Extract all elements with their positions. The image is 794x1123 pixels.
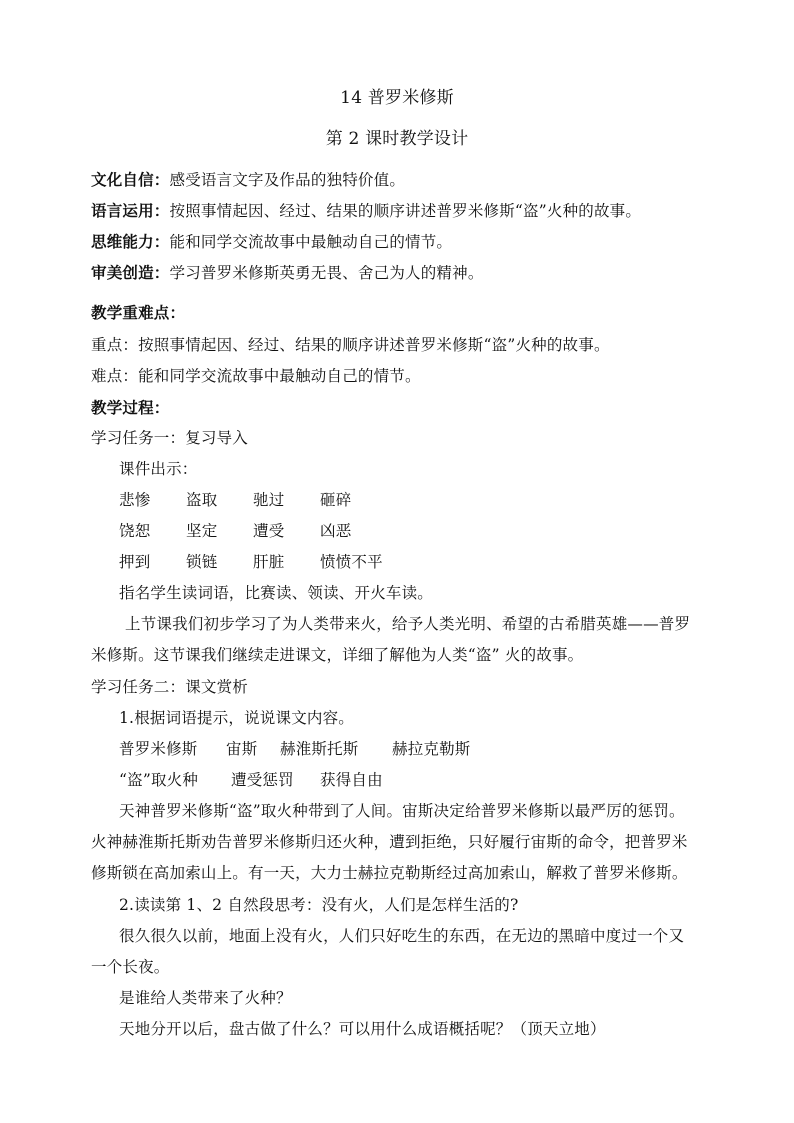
objective-culture [91, 170, 405, 190]
summary-line-2: 火神赫淮斯托斯劝告普罗米修斯归还火种，遭到拒绝，只好履行宙斯的命令，把普罗米 [91, 833, 688, 851]
objective-text: 按照事情起因、经过、结果的顺序讲述普罗米修斯“盗”火种的故事。 [169, 202, 642, 220]
answer-line-1: 很久很久以前，地面上没有火，人们只好吃生的东西，在无边的黑暗中度过一个又 [119, 927, 685, 945]
intro-paragraph-line-2: 米修斯。这节课我们继续走进课文，详细了解他为人类“盗” 火的故事。 [91, 646, 584, 664]
reading-instruction: 指名学生读词语，比赛读、领读、开火车读。 [119, 584, 434, 602]
objective-label: 审美创造： [91, 264, 170, 282]
word-row-3 [119, 552, 383, 572]
character-name: 赫淮斯托斯 [280, 740, 359, 758]
event-phrase: 获得自由 [320, 771, 383, 789]
question-4: 天地分开以后，盘古做了什么？可以用什么成语概括呢？（顶天立地） [119, 1020, 606, 1038]
objective-text: 能和同学交流故事中最触动自己的情节。 [169, 233, 453, 251]
event-phrase: “盗”取火种 [119, 771, 199, 789]
vocab-word: 悲惨 [119, 491, 151, 509]
objective-label: 语言运用： [91, 202, 170, 220]
objective-label: 思维能力： [91, 233, 170, 251]
document-title: 14 普罗米修斯 [340, 88, 454, 108]
task2-heading: 学习任务二：课文赏析 [91, 678, 249, 696]
objective-thinking [91, 232, 452, 252]
process-heading: 教学过程： [91, 399, 170, 417]
difficult-point: 难点：能和同学交流故事中最触动自己的情节。 [91, 367, 421, 385]
event-phrase: 遭受惩罚 [231, 771, 294, 789]
question-1: 1.根据词语提示，说说课文内容。 [119, 709, 354, 727]
vocab-word: 押到 [119, 553, 151, 571]
summary-line-1: 天神普罗米修斯“盗”取火种带到了人间。宙斯决定给普罗米修斯以最严厉的惩罚。 [119, 802, 685, 820]
vocab-word: 驰过 [253, 491, 285, 509]
word-row-1 [119, 490, 351, 510]
character-name: 宙斯 [226, 740, 258, 758]
events-row [119, 770, 383, 790]
objective-language [91, 201, 641, 221]
courseware-label: 课件出示： [119, 460, 198, 478]
vocab-word: 砸碎 [320, 491, 352, 509]
character-name: 赫拉克勒斯 [392, 740, 471, 758]
document-subtitle: 第 2 课时教学设计 [325, 129, 469, 149]
key-points-heading: 教学重难点： [91, 304, 186, 322]
names-row [119, 739, 471, 759]
key-point: 重点：按照事情起因、经过、结果的顺序讲述普罗米修斯“盗”火种的故事。 [91, 336, 610, 354]
vocab-word: 肝脏 [253, 553, 285, 571]
character-name: 普罗米修斯 [119, 740, 198, 758]
intro-paragraph-line-1: 上节课我们初步学习了为人类带来火，给予人类光明、希望的古希腊英雄——普罗 [125, 615, 691, 633]
vocab-word: 凶恶 [320, 522, 352, 540]
objective-aesthetic [91, 263, 484, 283]
vocab-word: 盗取 [186, 491, 218, 509]
vocab-word: 坚定 [186, 522, 218, 540]
answer-line-2: 一个长夜。 [91, 958, 170, 976]
objective-label: 文化自信： [91, 171, 170, 189]
vocab-word: 愤愤不平 [320, 553, 383, 571]
vocab-word: 饶恕 [119, 522, 151, 540]
summary-line-3: 修斯锁在高加索山上。有一天，大力士赫拉克勒斯经过高加索山，解救了普罗米修斯。 [91, 864, 688, 882]
objective-text: 学习普罗米修斯英勇无畏、舍己为人的精神。 [169, 264, 484, 282]
vocab-word: 遭受 [253, 522, 285, 540]
objective-text: 感受语言文字及作品的独特价值。 [169, 171, 406, 189]
task1-heading: 学习任务一：复习导入 [91, 429, 249, 447]
question-2: 2.读读第 1、2 自然段思考：没有火，人们是怎样生活的? [119, 896, 519, 914]
vocab-word: 锁链 [186, 553, 218, 571]
word-row-2 [119, 521, 351, 541]
question-3: 是谁给人类带来了火种？ [119, 989, 292, 1007]
